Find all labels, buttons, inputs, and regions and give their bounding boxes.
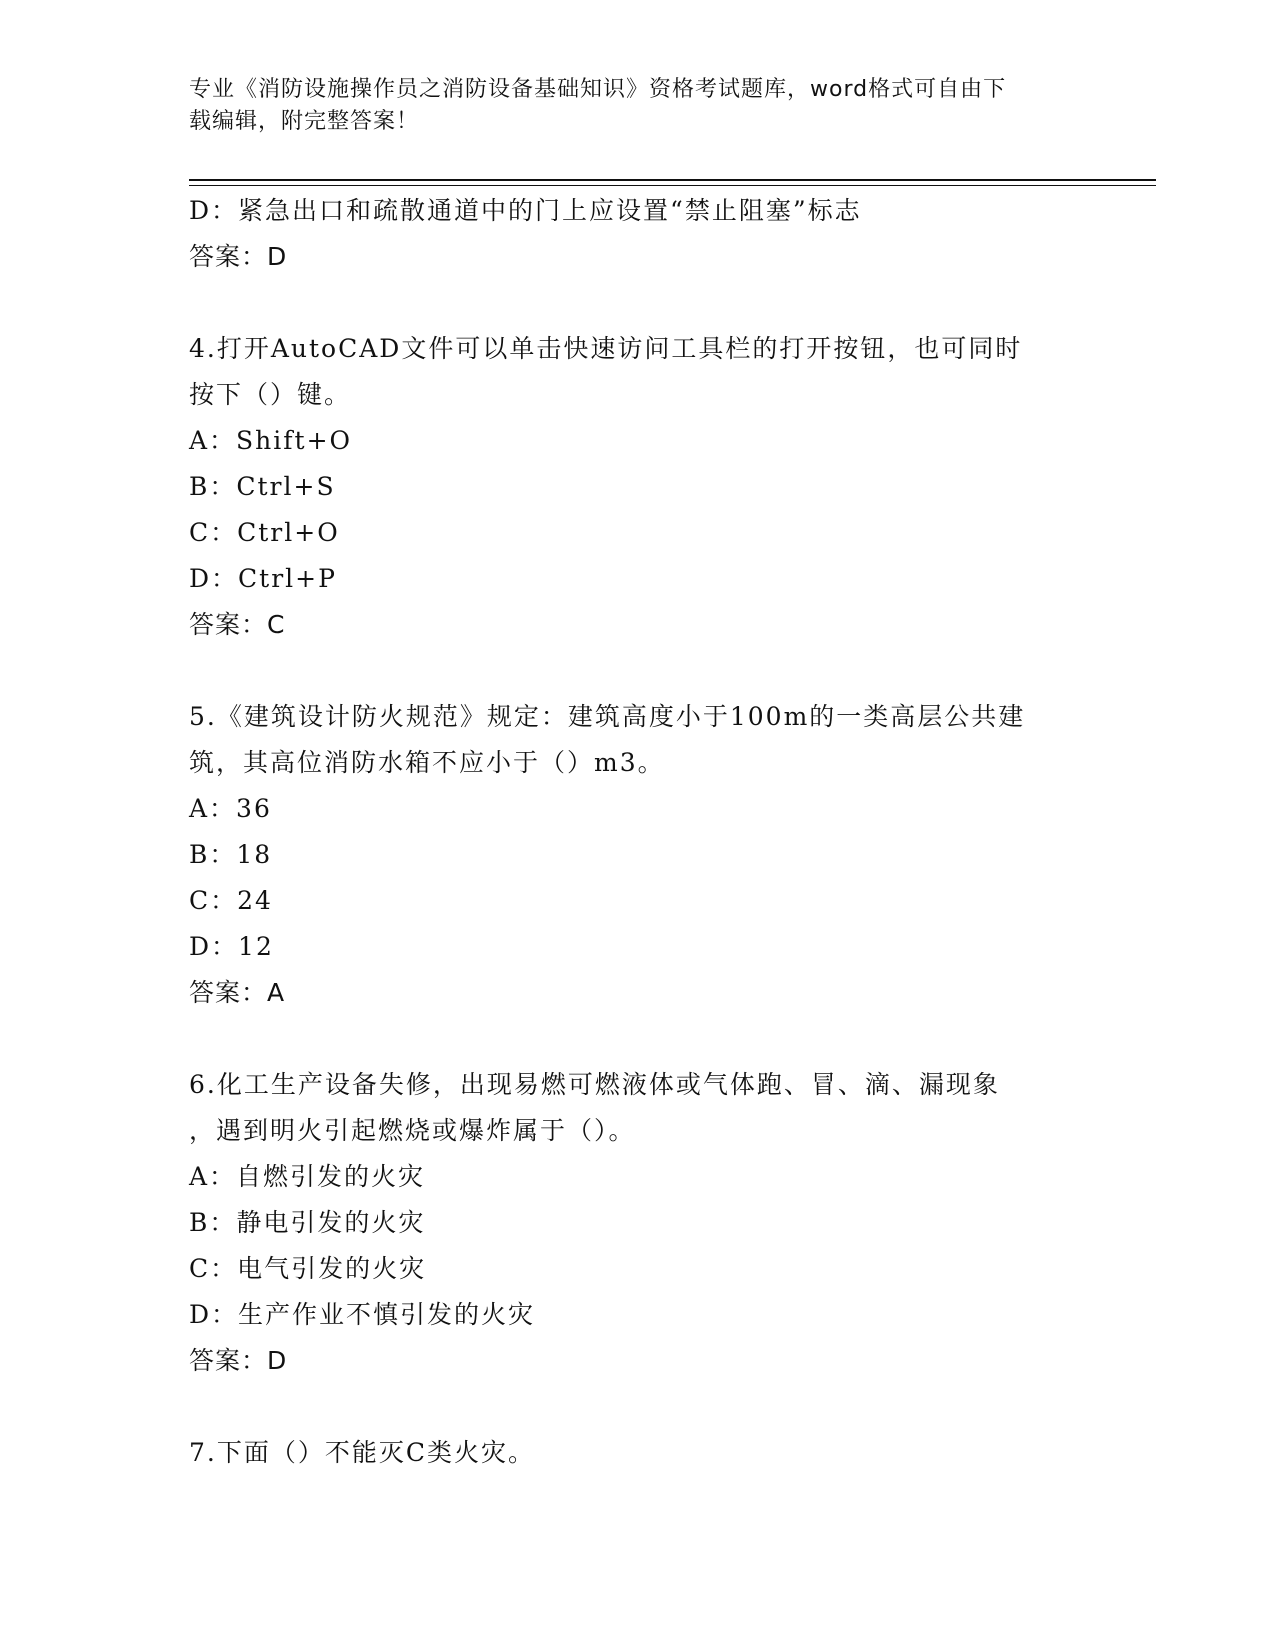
question-7 <box>189 1430 1089 1476</box>
option-b: B：18 <box>189 840 273 869</box>
option-b: B：静电引发的火灾 <box>189 1208 426 1237</box>
answer-line: 答案：C <box>189 610 286 639</box>
option-d: D：Ctrl+P <box>189 564 337 593</box>
option-d: D：紧急出口和疏散通道中的门上应设置“禁止阻塞”标志 <box>189 196 862 225</box>
option-c: C：24 <box>189 886 273 915</box>
previous-question-tail <box>189 188 1089 280</box>
header-title-line-1: 专业《消防设施操作员之消防设备基础知识》资格考试题库，word格式可自由下 <box>189 77 1007 102</box>
question-stem-continued: ，遇到明火引起燃烧或爆炸属于（）。 <box>189 1116 636 1145</box>
document-header <box>189 74 1069 138</box>
option-a: A：36 <box>189 794 272 823</box>
question-5 <box>189 694 1089 1016</box>
question-stem-continued: 按下（）键。 <box>189 380 352 409</box>
question-stem: 5.《建筑设计防火规范》规定：建筑高度小于100m的一类高层公共建 <box>189 702 1026 731</box>
option-d: D：12 <box>189 932 274 961</box>
answer-line: 答案：D <box>189 1346 288 1375</box>
answer-line: 答案：A <box>189 978 286 1007</box>
question-list <box>189 188 1089 1476</box>
option-a: A：Shift+O <box>189 426 353 455</box>
answer-line: 答案：D <box>189 242 288 271</box>
header-divider-thick <box>189 179 1156 181</box>
question-4 <box>189 326 1089 648</box>
option-c: C：Ctrl+O <box>189 518 340 547</box>
question-stem: 6.化工生产设备失修，出现易燃可燃液体或气体跑、冒、滴、漏现象 <box>189 1070 1000 1099</box>
question-stem: 4.打开AutoCAD文件可以单击快速访问工具栏的打开按钮，也可同时 <box>189 334 1023 363</box>
option-a: A：自燃引发的火灾 <box>189 1162 426 1191</box>
option-d: D：生产作业不慎引发的火灾 <box>189 1300 536 1329</box>
option-b: B：Ctrl+S <box>189 472 336 501</box>
question-stem-continued: 筑，其高位消防水箱不应小于（）m3。 <box>189 748 665 777</box>
question-6 <box>189 1062 1089 1384</box>
question-stem: 7.下面（）不能灭C类火灾。 <box>189 1438 535 1467</box>
header-title-line-2: 载编辑，附完整答案！ <box>189 109 420 134</box>
header-divider-thin <box>189 185 1156 186</box>
option-c: C：电气引发的火灾 <box>189 1254 427 1283</box>
